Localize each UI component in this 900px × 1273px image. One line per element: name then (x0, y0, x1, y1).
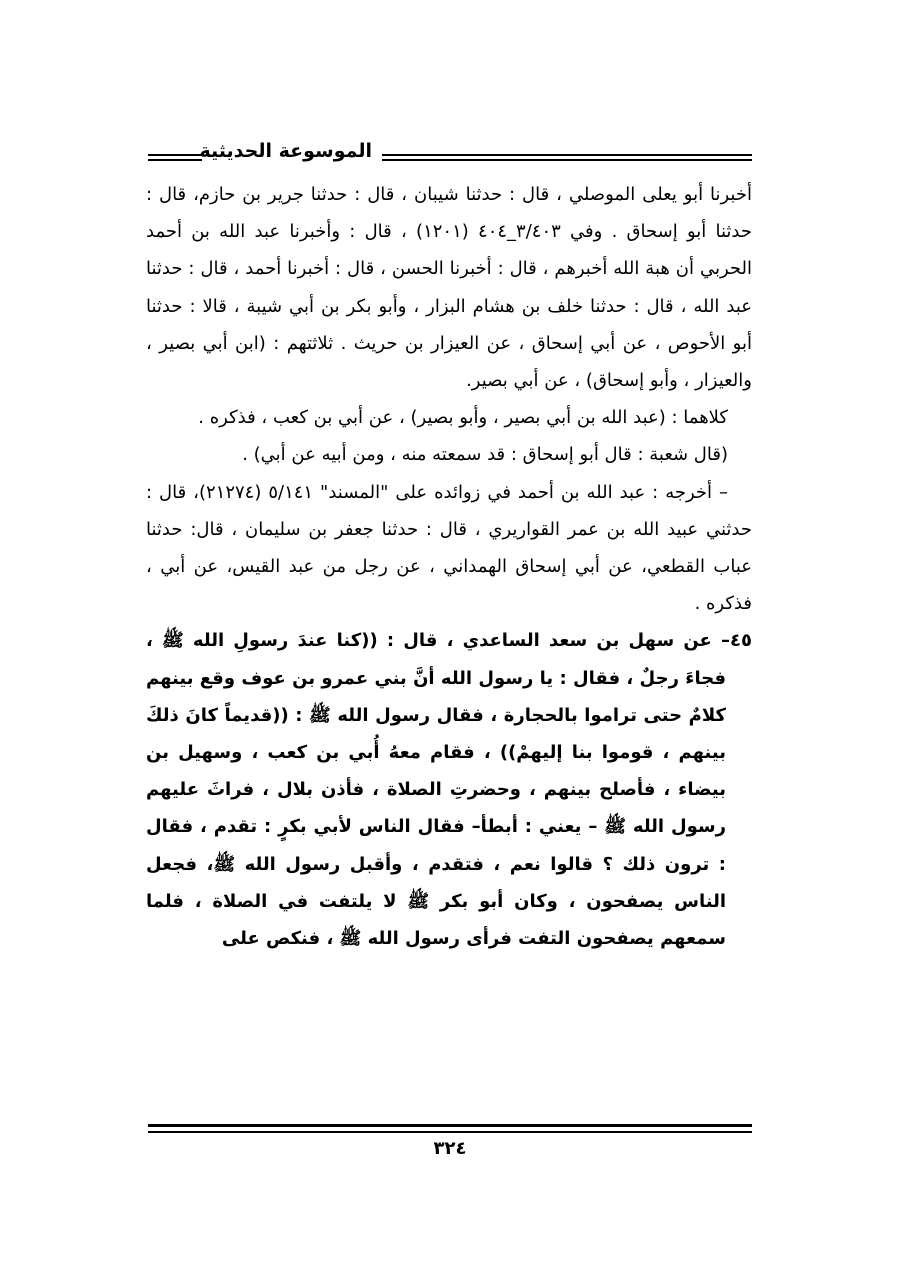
hadith-45: ٤٥– عن سهل بن سعد الساعدي ، قال : ((كنا عندَ رسولِ الله ﷺ ، فجاءَ رجلٌ ، فقال : يا رسول الله أنَّ بني عمرو بن عوف وقع بينهم كلامٌ حتى تراموا بالحجارة ، فقال رسول الله ﷺ : ((قديماً كانَ ذلكَ بينهم ، قوموا بنا إليهمْ)) ، فقام معهُ أُبي بن كعب ، وسهيل بن بيضاء ، فأصلح بينهم ، وحضرتِ الصلاة ، فأذن بلال ، فراثَ عليهم رسول الله ﷺ – يعني : أبطأ– فقال الناس لأبي بكرٍ : تقدم ، فقال : ترون ذلك ؟ قالوا نعم ، فتقدم ، وأقبل رسول الله ﷺ، فجعل الناس يصفحون ، وكان أبو بكر ﷺ لا يلتفت في الصلاة ، فلما سمعهم يصفحون التفت فرأى رسول الله ﷺ ، فنكص على (146, 630, 752, 950)
running-header (148, 140, 752, 176)
page-number: ٣٢٤ (433, 1138, 467, 1159)
page-body (146, 176, 752, 957)
header-rule-right (382, 154, 752, 161)
page-title: الموسوعة الحديثية (199, 140, 372, 162)
paragraph-shuba-note: (قال شعبة : قال أبو إسحاق : قد سمعته منه ، ومن أبيه عن أبي) . (242, 444, 728, 466)
footer-rule (148, 1124, 752, 1133)
paragraph-takhrij: – أخرجه : عبد الله بن أحمد في زوائده على "المسند" ٥/١٤١ (٢١٢٧٤)، قال : حدثني عبيد الله بن عمر القواريري ، قال : حدثنا جعفر بن سليمان ، قال: حدثنا عباب القطعي، عن أبي إسحاق الهمداني ، عن رجل من عبد القيس، عن أبي ، فذكره . (146, 481, 752, 615)
header-rule-left (148, 154, 202, 161)
paragraph-isnad-1: أخبرنا أبو يعلى الموصلي ، قال : حدثنا شيبان ، قال : حدثنا جرير بن حازم، قال : حدثنا أبو إسحاق . وفي ٣/٤٠٣_٤٠٤ (١٢٠١) ، قال : وأخبرنا عبد الله بن أحمد الحربي أن هبة الله أخبرهم ، قال : أخبرنا الحسن ، قال : أخبرنا أحمد ، قال : حدثنا عبد الله ، قال : حدثنا خلف بن هشام البزار ، وأبو بكر بن أبي شيبة ، قالا : حدثنا أبو الأحوص ، عن أبي إسحاق ، عن العيزار بن حريث . ثلاثتهم : (ابن أبي بصير ، والعيزار ، وأبو إسحاق) ، عن أبي بصير. (146, 184, 752, 392)
paragraph-isnad-2: كلاهما : (عبد الله بن أبي بصير ، وأبو بصير) ، عن أبي بن كعب ، فذكره . (198, 407, 728, 429)
